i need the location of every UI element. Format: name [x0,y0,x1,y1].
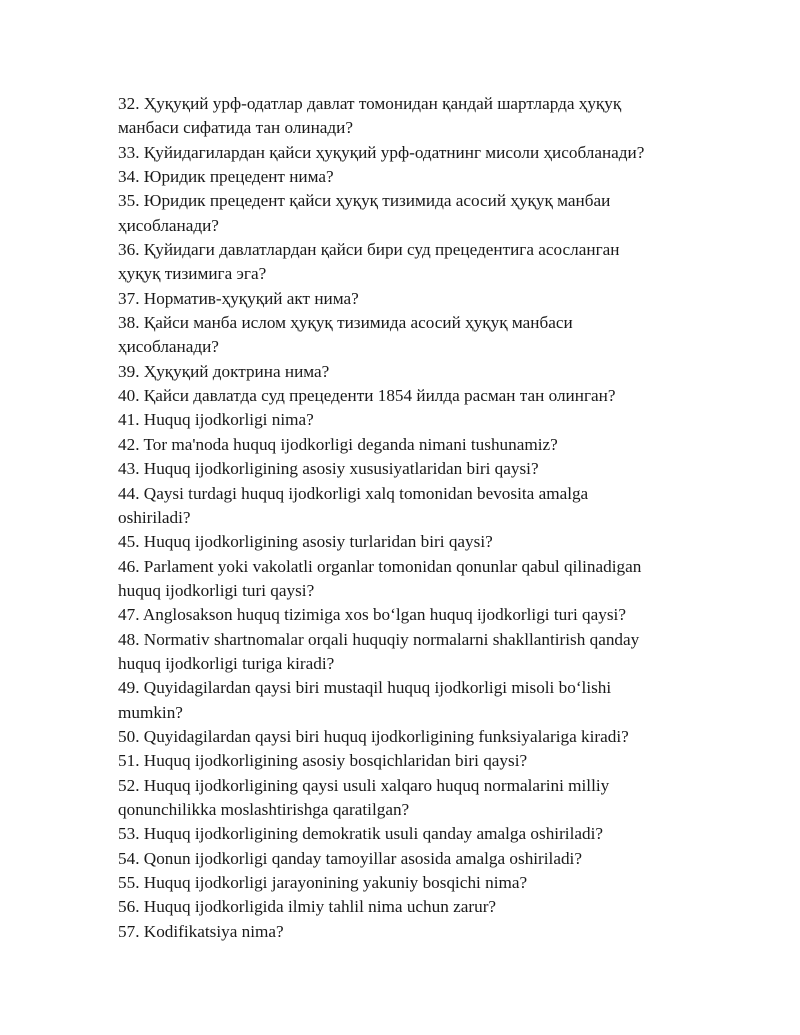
question-item [118,457,698,481]
question-item [118,628,698,677]
question-line: 40. Қайси давлатда суд прецеденти 1854 йилда расман тан олинган? [118,386,616,406]
question-line: 43. Huquq ijodkorligining asosiy xususiyatlaridan biri qaysi? [118,459,539,479]
question-item [118,189,698,238]
question-item [118,141,698,165]
question-line: 55. Huquq ijodkorligi jarayonining yakuniy bosqichi nima? [118,873,528,892]
question-item [118,603,698,627]
question-item [118,92,698,141]
question-line-continued: huquq ijodkorligi turi qaysi? [118,580,315,600]
question-line-continued: mumkin? [118,702,183,722]
question-item [118,530,698,554]
question-line: 54. Qonun ijodkorligi qanday tamoyillar asosida amalga oshiriladi? [118,848,582,868]
question-line: 51. Huquq ijodkorligining asosiy bosqichlaridan biri qaysi? [118,751,528,771]
question-line: 53. Huquq ijodkorligining demokratik usuli qanday amalga oshiriladi? [118,824,603,844]
question-line: 38. Қайси манба ислом ҳуқуқ тизимида асосий ҳуқуқ манбаси [118,313,573,333]
question-item [118,895,698,919]
question-item [118,482,698,531]
question-line-continued: qonunchilikka moslashtirishga qaratilgan? [118,799,410,819]
question-line: 49. Quyidagilardan qaysi biri mustaqil huquq ijodkorligi misoli boʻlishi [118,678,612,698]
question-item [118,238,698,287]
question-item [118,360,698,384]
question-line: 47. Anglosakson huquq tizimiga xos boʻlgan huquq ijodkorligi turi qaysi? [118,605,626,625]
question-item [118,555,698,604]
question-item [118,408,698,432]
question-item [118,165,698,189]
question-item [118,725,698,749]
question-line: 39. Ҳуқуқий доктрина нима? [118,361,330,381]
question-line: 44. Qaysi turdagi huquq ijodkorligi xalq tomonidan bevosita amalga [118,483,589,503]
question-item [118,311,698,360]
question-line: 50. Quyidagilardan qaysi biri huquq ijodkorligining funksiyalariga kiradi? [118,726,629,746]
question-item [118,871,698,895]
question-line: 37. Норматив-ҳуқуқий акт нима? [118,288,359,308]
question-line: 36. Қуйидаги давлатлардан қайси бири суд прецедентига асосланган [118,240,620,260]
question-item [118,774,698,823]
question-line: 35. Юридик прецедент қайси ҳуқуқ тизимида асосий ҳуқуқ манбаи [118,191,611,211]
question-item [118,847,698,871]
question-line: 33. Қуйидагилардан қайси ҳуқуқий урф-одатнинг мисоли ҳисобланади? [118,142,645,162]
question-line-continued: huquq ijodkorligi turiga kiradi? [118,653,335,673]
question-line-continued: манбаси сифатида тан олинади? [118,118,353,138]
question-line: 48. Normativ shartnomalar orqali huquqiy normalarni shakllantirish qanday [118,629,640,649]
question-item [118,676,698,725]
question-line: 32. Ҳуқуқий урф-одатлар давлат томонидан қандай шартларда ҳуқуқ [118,94,622,113]
question-item [118,433,698,457]
question-line: 57. Kodifikatsiya nima? [118,921,284,941]
question-item [118,822,698,846]
question-line-continued: ҳисобланади? [118,337,219,357]
question-item [118,749,698,773]
question-line: 42. Tor ma'noda huquq ijodkorligi deganda nimani tushunamiz? [118,434,558,454]
question-line-continued: ҳуқуқ тизимига эга? [118,264,267,284]
question-line: 56. Huquq ijodkorligida ilmiy tahlil nima uchun zarur? [118,897,497,917]
question-line: 52. Huquq ijodkorligining qaysi usuli xalqaro huquq normalarini milliy [118,775,610,795]
question-line: 41. Huquq ijodkorligi nima? [118,410,314,430]
question-item [118,920,698,944]
question-line-continued: ҳисобланади? [118,215,219,235]
question-line: 34. Юридик прецедент нима? [118,167,334,187]
question-item [118,384,698,408]
question-item [118,287,698,311]
question-line-continued: oshiriladi? [118,507,191,527]
question-list [118,92,698,944]
question-line: 45. Huquq ijodkorligining asosiy turlaridan biri qaysi? [118,532,493,552]
question-line: 46. Parlament yoki vakolatli organlar tomonidan qonunlar qabul qilinadigan [118,556,642,576]
